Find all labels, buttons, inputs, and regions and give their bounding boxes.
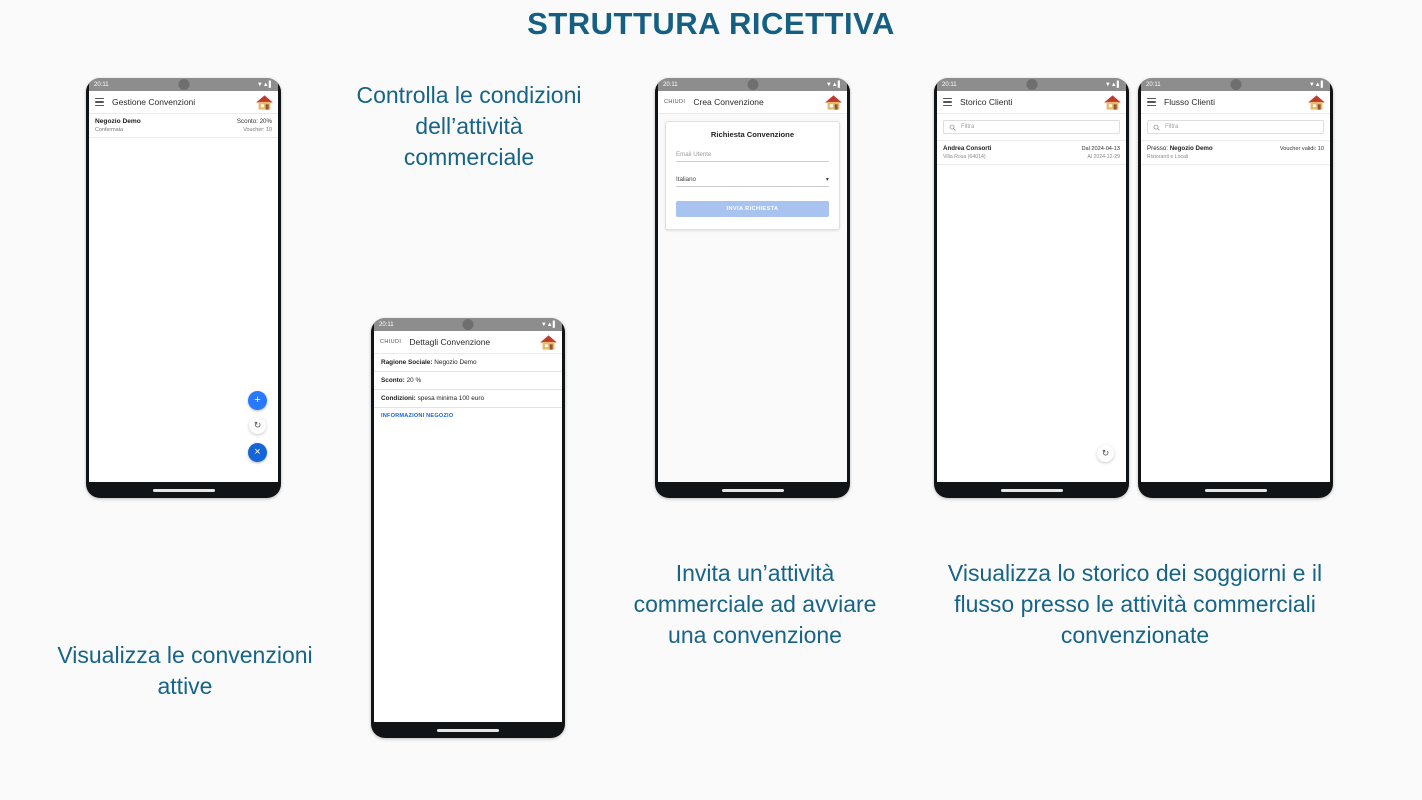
detail-label: Condizioni:: [381, 395, 416, 402]
app-bar: [1141, 91, 1330, 114]
caption-right: Visualizza lo storico dei soggiorni e il flusso presso le attività commerciali convenzionate: [947, 560, 1323, 649]
detail-value: 20 %: [406, 377, 422, 384]
negozio-name: Negozio Demo: [1169, 145, 1213, 152]
system-nav-bar: [89, 482, 278, 498]
hamburger-icon[interactable]: [943, 96, 952, 108]
presso-label: Presso:: [1147, 145, 1168, 152]
status-bar: [658, 78, 847, 91]
app-bar-title: Flusso Clienti: [1164, 97, 1216, 107]
detail-label: Sconto:: [381, 377, 405, 384]
convenzione-name: Negozio Demo: [95, 118, 141, 125]
system-nav-bar: [937, 482, 1126, 498]
status-time: 20:11: [1146, 81, 1161, 88]
app-bar: [89, 91, 278, 114]
app-bar-title: Dettagli Convenzione: [409, 337, 491, 347]
house-icon[interactable]: [1103, 93, 1122, 112]
status-bar: [1141, 78, 1330, 91]
app-bar-title: Crea Convenzione: [693, 97, 764, 107]
status-time: 20:11: [663, 81, 678, 88]
phone-screen-dettagli: [374, 318, 562, 738]
status-time: 20:11: [942, 81, 957, 88]
app-bar-title: Storico Clienti: [960, 97, 1013, 107]
phone-gestione-convenzioni: [86, 78, 281, 498]
phone-flusso-clienti: [1138, 78, 1333, 498]
camera-notch-icon: [178, 79, 189, 90]
submit-button[interactable]: INVIA RICHIESTA: [676, 201, 829, 217]
close-button[interactable]: ×: [248, 443, 267, 462]
search-icon: [949, 124, 956, 131]
list-item[interactable]: [89, 114, 278, 138]
convenzione-status: Confermata: [95, 127, 124, 133]
table-row[interactable]: [1141, 141, 1330, 165]
phone-storico-clienti: [934, 78, 1129, 498]
house-icon[interactable]: [824, 93, 843, 112]
phone-screen-crea: [658, 78, 847, 498]
caption-center-bottom: Invita un’attività commerciale ad avviare una convenzione: [633, 560, 877, 649]
detail-value: spesa minima 100 euro: [417, 395, 485, 402]
house-icon[interactable]: [1307, 93, 1326, 112]
refresh-icon[interactable]: ↻: [249, 417, 266, 434]
status-bar: [89, 78, 278, 91]
status-time: 20:11: [94, 81, 109, 88]
home-indicator[interactable]: [153, 489, 215, 492]
dettagli-list: [374, 354, 562, 722]
phone-crea-convenzione: [655, 78, 850, 498]
home-indicator[interactable]: [722, 489, 784, 492]
app-bar: [374, 331, 562, 354]
page-title: STRUTTURA RICETTIVA: [527, 6, 895, 41]
house-icon[interactable]: [255, 93, 274, 112]
status-icons: ▼▲▌: [540, 321, 557, 328]
detail-row: [374, 390, 562, 408]
card-title: Richiesta Convenzione: [710, 130, 795, 139]
status-icons: ▼▲▌: [1104, 81, 1121, 88]
status-time: 20:11: [379, 321, 394, 328]
table-row[interactable]: [937, 141, 1126, 165]
search-input[interactable]: [1147, 120, 1324, 134]
detail-row: [374, 372, 562, 390]
status-bar: [937, 78, 1126, 91]
home-indicator[interactable]: [1205, 489, 1267, 492]
info-negozio-link[interactable]: INFORMAZIONI NEGOZIO: [381, 413, 454, 419]
app-bar: [937, 91, 1126, 114]
categoria-label: Ristoranti e Locali: [1147, 154, 1189, 160]
camera-notch-icon: [463, 319, 474, 330]
flusso-content: [1141, 114, 1330, 482]
add-button[interactable]: +: [248, 391, 267, 410]
camera-notch-icon: [1026, 79, 1037, 90]
status-bar: [374, 318, 562, 331]
convenzione-voucher: Voucher: 10: [243, 127, 272, 133]
cliente-name: Andrea Consorti: [943, 145, 992, 152]
search-placeholder: Filtra: [1165, 124, 1179, 130]
app-bar: [658, 91, 847, 114]
storico-content: [937, 114, 1126, 482]
language-select[interactable]: [676, 176, 829, 187]
status-icons: ▼▲▌: [825, 81, 842, 88]
phone-screen-flusso: [1141, 78, 1330, 498]
home-indicator[interactable]: [437, 729, 499, 732]
caption-left: Visualizza le convenzioni attive: [57, 642, 313, 700]
camera-notch-icon: [1230, 79, 1241, 90]
cliente-to: Al 2024-12-29: [1087, 154, 1120, 160]
detail-label: Ragione Sociale:: [381, 359, 433, 366]
system-nav-bar: [374, 722, 562, 738]
detail-value: Negozio Demo: [434, 359, 477, 366]
caption-middle-top: Controlla le condizioni dell’attività commerciale: [356, 82, 582, 171]
system-nav-bar: [1141, 482, 1330, 498]
hamburger-icon[interactable]: [95, 96, 104, 108]
system-nav-bar: [658, 482, 847, 498]
status-icons: ▼▲▌: [256, 81, 273, 88]
phone-dettagli-convenzione: [371, 318, 565, 738]
phone-screen-gestione: [89, 78, 278, 498]
status-icons: ▼▲▌: [1308, 81, 1325, 88]
convenzione-discount: Sconto: 20%: [236, 118, 272, 125]
house-icon[interactable]: [539, 333, 558, 352]
hamburger-icon[interactable]: [1147, 96, 1156, 108]
search-input[interactable]: [943, 120, 1120, 134]
language-value: Italiano: [676, 176, 696, 183]
email-field[interactable]: Email Utente: [676, 151, 829, 162]
close-button[interactable]: CHIUDI: [664, 99, 686, 105]
cliente-from: Dal 2024-04-13: [1081, 146, 1120, 152]
camera-notch-icon: [747, 79, 758, 90]
crea-form-area: [658, 114, 847, 482]
chevron-down-icon: ▾: [825, 176, 829, 183]
search-icon: [1153, 124, 1160, 131]
phone-screen-storico: [937, 78, 1126, 498]
refresh-icon[interactable]: ↻: [1097, 445, 1114, 462]
app-bar-title: Gestione Convenzioni: [112, 97, 196, 107]
voucher-count: Voucher validi: 10: [1279, 146, 1324, 152]
richiesta-convenzione-card: [665, 121, 840, 230]
detail-row: [374, 354, 562, 372]
close-button[interactable]: CHIUDI: [380, 339, 402, 345]
home-indicator[interactable]: [1001, 489, 1063, 492]
cliente-location: Villa Rosa (64014): [943, 154, 986, 160]
search-placeholder: Filtra: [961, 124, 975, 130]
